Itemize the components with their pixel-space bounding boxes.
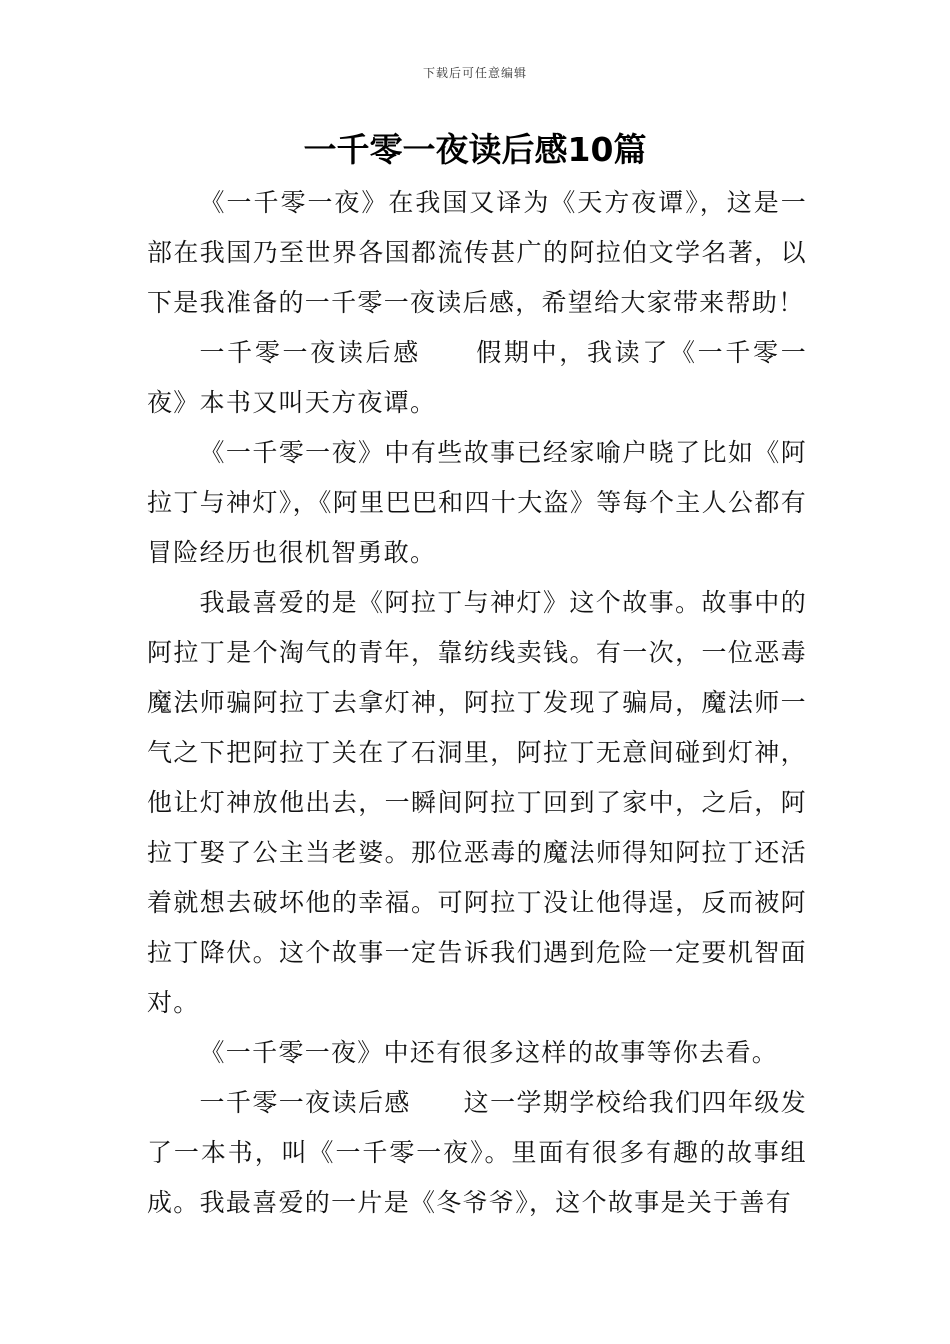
paragraph-intro: 《一千零一夜》在我国又译为《天方夜谭》，这是一部在我国乃至世界各国都流传甚广的阿拉伯文学名著，以下是我准备的一千零一夜读后感，希望给大家带来帮助！ — [147, 188, 807, 317]
paragraph: 《一千零一夜》中有些故事已经家喻户晓了比如《阿拉丁与神灯》，《阿里巴巴和四十大盗》等每个主人公都有冒险经历也很机智勇敢。 — [147, 438, 807, 567]
paragraph: 我最喜爱的是《阿拉丁与神灯》这个故事。故事中的阿拉丁是个淘气的青年，靠纺线卖钱。有一次，一位恶毒魔法师骗阿拉丁去拿灯神，阿拉丁发现了骗局，魔法师一气之下把阿拉丁关在了石洞里，阿拉丁无意间碰到灯神，他让灯神放他出去，一瞬间阿拉丁回到了家中，之后，阿拉丁娶了公主当老婆。那位恶毒的魔法师得知阿拉丁还活着就想去破坏他的幸福。可阿拉丁没让他得逞，反而被阿拉丁降伏。这个故事一定告诉我们遇到危险一定要机智面对。 — [147, 588, 807, 1017]
header-note: 下载后可任意编辑 — [422, 66, 527, 80]
paragraph: 《一千零一夜》中还有很多这样的故事等你去看。 — [199, 1038, 779, 1067]
document-body — [147, 178, 807, 1228]
paragraph: 一千零一夜读后感 假期中，我读了《一千零一夜》本书又叫天方夜谭。 — [147, 338, 807, 417]
paragraph: 一千零一夜读后感 这一学期学校给我们四年级发了一本书，叫《一千零一夜》。里面有很多有趣的故事组成。我最喜爱的一片是《冬爷爷》，这个故事是关于善有 — [147, 1088, 807, 1217]
document-title: 一千零一夜读后感10篇 — [303, 130, 647, 169]
